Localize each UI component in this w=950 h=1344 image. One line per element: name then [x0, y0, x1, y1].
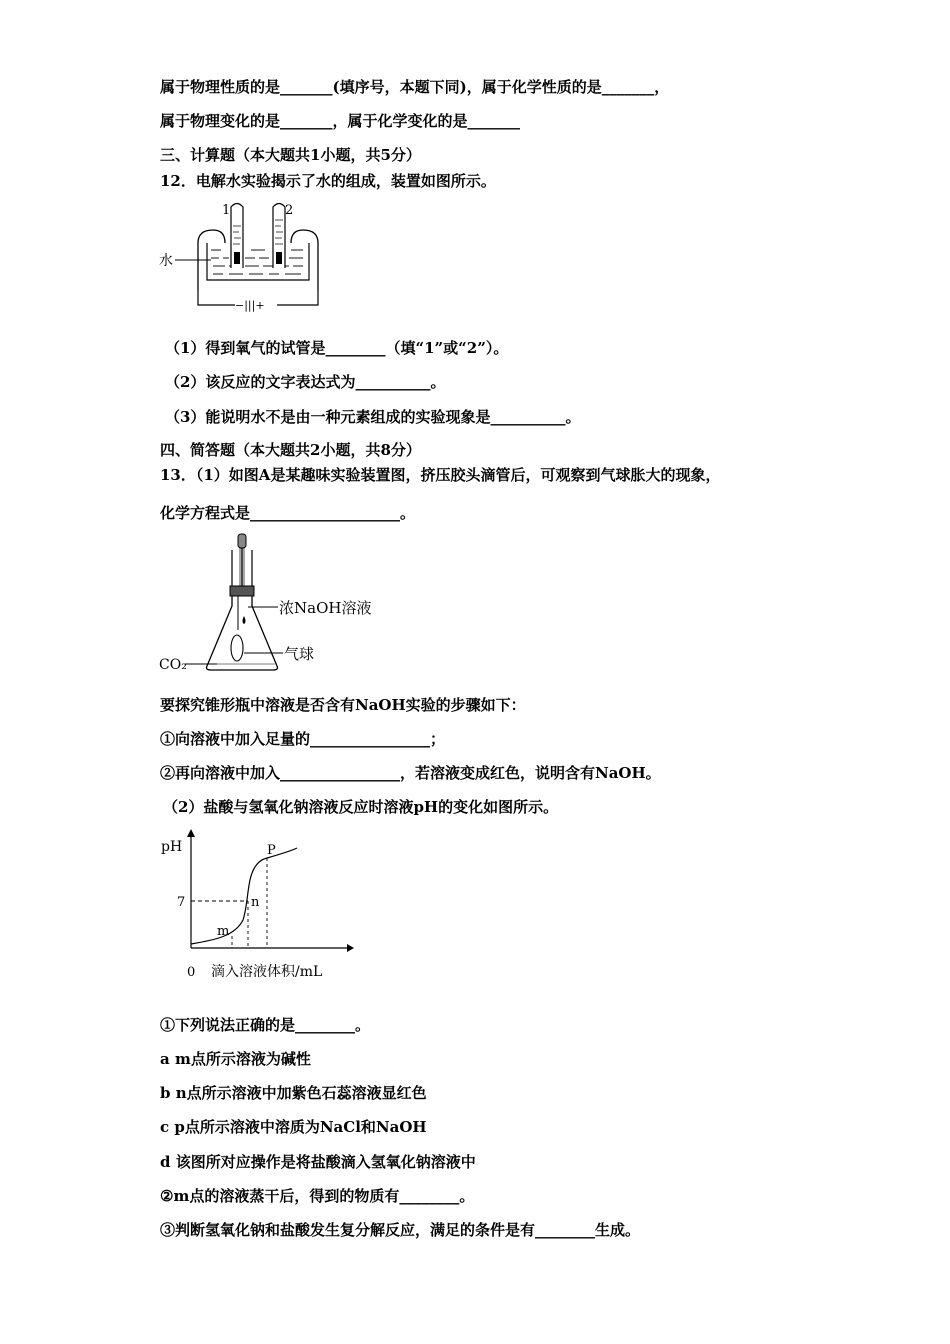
section-4-heading: 四、简答题（本大题共2小题，共8分） — [160, 441, 421, 459]
naoh-procedure-intro: 要探究锥形瓶中溶液是否含有NaOH实验的步骤如下： — [160, 696, 526, 714]
option-b: b n点所示溶液中加紫色石蕊溶液显红色 — [160, 1084, 427, 1102]
ph-curve-figure — [155, 828, 355, 988]
ph-curve — [191, 848, 297, 944]
tube-2-label: 2 — [285, 203, 294, 218]
question-13: 13．（1）如图A是某趣味实验装置图，挤压胶头滴管后，可观察到气球胀大的现象， — [160, 466, 721, 484]
text-line-1: 属于物理性质的是_______(填序号，本题下同)，属于化学性质的是_______， — [160, 78, 670, 96]
q12-part-1: （1）得到氧气的试管是________（填“1”或“2”）。 — [165, 339, 509, 357]
x-axis-label: 滴入溶液体积/mL — [211, 964, 323, 980]
co2-label: CO₂ — [159, 657, 187, 673]
q13-equation-blank: 化学方程式是____________________。 — [160, 504, 416, 522]
tube-1-label: 1 — [222, 203, 231, 218]
naoh-step-1: ①向溶液中加入足量的________________； — [160, 730, 446, 748]
naoh-step-2: ②再向溶液中加入________________，若溶液变成红色，说明含有NaOH。 — [160, 764, 661, 782]
section-3-heading: 三、计算题（本大题共1小题，共5分） — [160, 146, 421, 164]
q13-part-2: （2）盐酸与氢氧化钠溶液反应时溶液pH的变化如图所示。 — [163, 798, 559, 816]
ph-question-1: ①下列说法正确的是________。 — [160, 1016, 371, 1034]
origin-label: 0 — [187, 965, 196, 980]
point-m-label: m — [217, 924, 230, 939]
option-d: d 该图所对应操作是将盐酸滴入氢氧化钠溶液中 — [160, 1153, 476, 1171]
ph-question-3: ③判断氢氧化钠和盐酸发生复分解反应，满足的条件是有________生成。 — [160, 1221, 641, 1239]
point-p-label: P — [267, 843, 276, 858]
balloon-label: 气球 — [284, 645, 315, 663]
option-a: a m点所示溶液为碱性 — [160, 1050, 311, 1068]
option-c: c p点所示溶液中溶质为NaCl和NaOH — [160, 1118, 427, 1136]
q12-part-2: （2）该反应的文字表达式为__________。 — [165, 373, 446, 391]
question-12: 12．电解水实验揭示了水的组成，装置如图所示。 — [160, 172, 496, 190]
q12-part-3: （3）能说明水不是由一种元素组成的实验现象是__________。 — [165, 408, 581, 426]
electrolysis-apparatus-figure — [155, 198, 330, 313]
y-axis-label: pH — [161, 839, 183, 855]
naoh-label: 浓NaOH溶液 — [279, 599, 372, 617]
tick-7-label: 7 — [177, 895, 186, 910]
text-line-2: 属于物理变化的是_______，属于化学变化的是_______ — [160, 112, 521, 130]
point-n-label: n — [251, 895, 260, 910]
battery-label: −|||+ — [235, 299, 265, 312]
water-label: 水 — [159, 253, 173, 269]
flask-apparatus-figure — [155, 530, 385, 678]
ph-question-2: ②m点的溶液蒸干后，得到的物质有________。 — [160, 1187, 475, 1205]
